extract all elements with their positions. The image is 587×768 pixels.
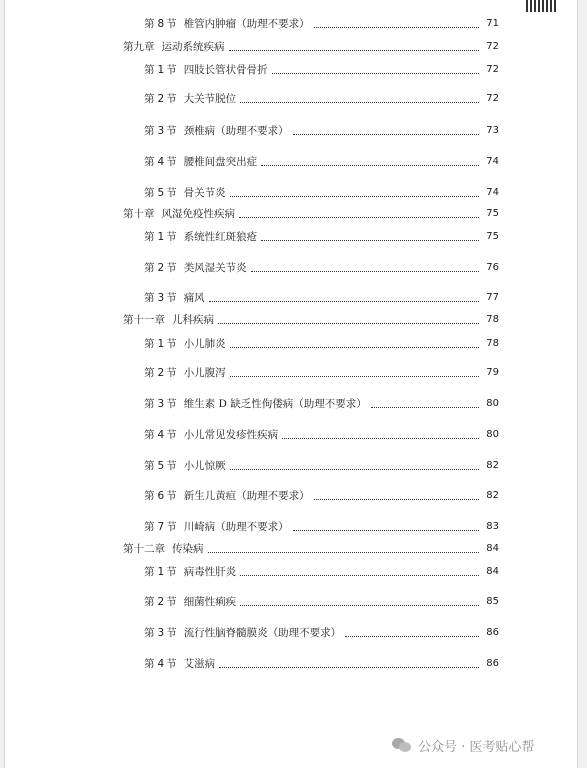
section-number: 2 <box>157 93 165 105</box>
section-number: 7 <box>157 521 165 533</box>
section-prefix: 第 <box>144 367 155 379</box>
section-number: 4 <box>157 658 165 670</box>
section-title: 流行性脑脊髓膜炎（助理不要求） <box>183 627 342 639</box>
watermark <box>392 734 534 756</box>
section-title: 小儿惊厥 <box>183 460 226 472</box>
toc-chapter-row <box>123 39 499 55</box>
dot-leader <box>293 133 479 135</box>
dot-leader <box>345 635 479 637</box>
toc-chapter-row <box>123 312 499 328</box>
page-number: 85 <box>486 596 499 607</box>
chapter-title: 儿科疾病 <box>172 314 214 326</box>
dot-leader <box>314 26 479 28</box>
dot-leader <box>240 574 479 576</box>
page-number: 86 <box>486 627 499 638</box>
section-label: 节 <box>166 262 177 274</box>
section-title: 腰椎间盘突出症 <box>183 156 258 168</box>
page-number: 80 <box>486 429 499 440</box>
dot-leader <box>218 322 479 324</box>
document-page <box>4 0 578 768</box>
chapter-label: 第九章 <box>123 41 155 53</box>
page-number: 72 <box>486 41 499 52</box>
section-prefix: 第 <box>144 338 155 350</box>
section-label: 节 <box>166 156 177 168</box>
chapter-title: 风湿免疫性疾病 <box>161 208 235 220</box>
page-number: 77 <box>486 292 499 303</box>
section-title: 大关节脱位 <box>183 93 237 105</box>
section-number: 3 <box>157 125 165 137</box>
section-number: 5 <box>157 460 165 472</box>
section-prefix: 第 <box>144 292 155 304</box>
section-title: 新生儿黄疸（助理不要求） <box>183 490 310 502</box>
page-number: 75 <box>486 231 499 242</box>
section-label: 节 <box>166 292 177 304</box>
section-label: 节 <box>166 490 177 502</box>
page-number: 78 <box>486 314 499 325</box>
section-title: 细菌性痢疾 <box>183 596 237 608</box>
section-prefix: 第 <box>144 125 155 137</box>
section-label: 节 <box>166 231 177 243</box>
toc-section-row <box>144 488 499 504</box>
section-label: 节 <box>166 460 177 472</box>
section-number: 1 <box>157 231 165 243</box>
toc-section-row <box>144 16 499 32</box>
section-number: 1 <box>157 566 165 578</box>
section-number: 5 <box>157 187 165 199</box>
section-label: 节 <box>166 596 177 608</box>
section-label: 节 <box>166 566 177 578</box>
section-prefix: 第 <box>144 262 155 274</box>
section-label: 节 <box>166 125 177 137</box>
section-prefix: 第 <box>144 429 155 441</box>
section-number: 8 <box>157 18 165 30</box>
section-prefix: 第 <box>144 490 155 502</box>
section-title: 骨关节炎 <box>183 187 226 199</box>
dot-leader <box>230 375 479 377</box>
dot-leader <box>209 300 479 302</box>
toc-chapter-row <box>123 541 499 557</box>
dot-leader <box>230 346 479 348</box>
section-title: 维生素 D 缺乏性佝偻病（助理不要求） <box>183 398 367 410</box>
section-label: 节 <box>166 627 177 639</box>
dot-leader <box>239 216 479 218</box>
dot-leader <box>230 468 479 470</box>
section-label: 节 <box>166 187 177 199</box>
toc-section-row <box>144 62 499 78</box>
section-prefix: 第 <box>144 658 155 670</box>
toc-section-row <box>144 91 499 107</box>
section-title: 小儿腹泻 <box>183 367 226 379</box>
page-number: 75 <box>486 208 499 219</box>
section-title: 类风湿关节炎 <box>183 262 247 274</box>
section-label: 节 <box>166 18 177 30</box>
section-title: 川崎病（助理不要求） <box>183 521 289 533</box>
section-number: 1 <box>157 64 165 76</box>
dot-leader <box>229 49 480 51</box>
section-prefix: 第 <box>144 460 155 472</box>
toc-section-row <box>144 458 499 474</box>
page-number: 72 <box>486 93 499 104</box>
section-label: 节 <box>166 64 177 76</box>
dot-leader <box>208 551 480 553</box>
page-number: 76 <box>486 262 499 273</box>
dot-leader <box>314 498 479 500</box>
section-prefix: 第 <box>144 156 155 168</box>
dot-leader <box>240 101 479 103</box>
section-title: 小儿常见发疹性疾病 <box>183 429 279 441</box>
dot-leader <box>261 164 479 166</box>
page-number: 84 <box>486 566 499 577</box>
page-number: 72 <box>486 64 499 75</box>
chapter-title: 传染病 <box>172 543 204 555</box>
section-number: 3 <box>157 398 165 410</box>
section-prefix: 第 <box>144 596 155 608</box>
page-number: 86 <box>486 658 499 669</box>
section-title: 四肢长管状骨骨折 <box>183 64 268 76</box>
section-title: 颈椎病（助理不要求） <box>183 125 289 137</box>
toc-section-row <box>144 625 499 641</box>
section-title: 痛风 <box>183 292 205 304</box>
page-number: 79 <box>486 367 499 378</box>
section-prefix: 第 <box>144 521 155 533</box>
dot-leader <box>272 72 479 74</box>
page-number: 82 <box>486 490 499 501</box>
toc-section-row <box>144 656 499 672</box>
page-number: 71 <box>486 18 499 29</box>
page-number: 74 <box>486 156 499 167</box>
section-number: 1 <box>157 338 165 350</box>
toc-section-row <box>144 290 499 306</box>
section-title: 病毒性肝炎 <box>183 566 237 578</box>
toc-section-row <box>144 365 499 381</box>
section-label: 节 <box>166 367 177 379</box>
dot-leader <box>282 437 479 439</box>
section-prefix: 第 <box>144 64 155 76</box>
toc-section-row <box>144 185 499 201</box>
dot-leader <box>371 406 479 408</box>
chapter-label: 第十一章 <box>123 314 165 326</box>
qr-code-icon <box>526 0 558 12</box>
toc-section-row <box>144 564 499 580</box>
toc-section-row <box>144 519 499 535</box>
toc-section-row <box>144 336 499 352</box>
section-number: 3 <box>157 627 165 639</box>
page-number: 78 <box>486 338 499 349</box>
toc-section-row <box>144 427 499 443</box>
section-number: 6 <box>157 490 165 502</box>
toc-section-row <box>144 396 499 412</box>
page-number: 83 <box>486 521 499 532</box>
toc-section-row <box>144 594 499 610</box>
section-number: 4 <box>157 429 165 441</box>
section-title: 系统性红斑狼疮 <box>183 231 258 243</box>
page-number: 84 <box>486 543 499 554</box>
section-number: 3 <box>157 292 165 304</box>
dot-leader <box>261 239 479 241</box>
dot-leader <box>219 666 479 668</box>
dot-leader <box>251 270 479 272</box>
watermark-text: 公众号 · 医考贴心帮 <box>418 739 535 755</box>
toc-section-row <box>144 123 499 139</box>
chapter-label: 第十章 <box>123 208 155 220</box>
section-prefix: 第 <box>144 398 155 410</box>
chapter-label: 第十二章 <box>123 543 165 555</box>
section-number: 2 <box>157 596 165 608</box>
section-number: 2 <box>157 367 165 379</box>
toc-chapter-row <box>123 206 499 222</box>
toc-section-row <box>144 154 499 170</box>
section-prefix: 第 <box>144 18 155 30</box>
page-number: 80 <box>486 398 499 409</box>
section-label: 节 <box>166 429 177 441</box>
page-number: 74 <box>486 187 499 198</box>
section-prefix: 第 <box>144 231 155 243</box>
toc-section-row <box>144 260 499 276</box>
section-prefix: 第 <box>144 93 155 105</box>
section-label: 节 <box>166 93 177 105</box>
dot-leader <box>230 195 479 197</box>
toc-section-row <box>144 229 499 245</box>
dot-leader <box>293 529 479 531</box>
section-title: 艾滋病 <box>183 658 216 670</box>
section-number: 4 <box>157 156 165 168</box>
wechat-icon <box>392 737 412 753</box>
section-title: 椎管内肿瘤（助理不要求） <box>183 18 310 30</box>
section-title: 小儿肺炎 <box>183 338 226 350</box>
section-label: 节 <box>166 398 177 410</box>
chapter-title: 运动系统疾病 <box>161 41 225 53</box>
section-label: 节 <box>166 658 177 670</box>
page-number: 73 <box>486 125 499 136</box>
section-prefix: 第 <box>144 187 155 199</box>
page-number: 82 <box>486 460 499 471</box>
section-number: 2 <box>157 262 165 274</box>
section-label: 节 <box>166 338 177 350</box>
section-prefix: 第 <box>144 566 155 578</box>
section-prefix: 第 <box>144 627 155 639</box>
dot-leader <box>240 604 479 606</box>
section-label: 节 <box>166 521 177 533</box>
